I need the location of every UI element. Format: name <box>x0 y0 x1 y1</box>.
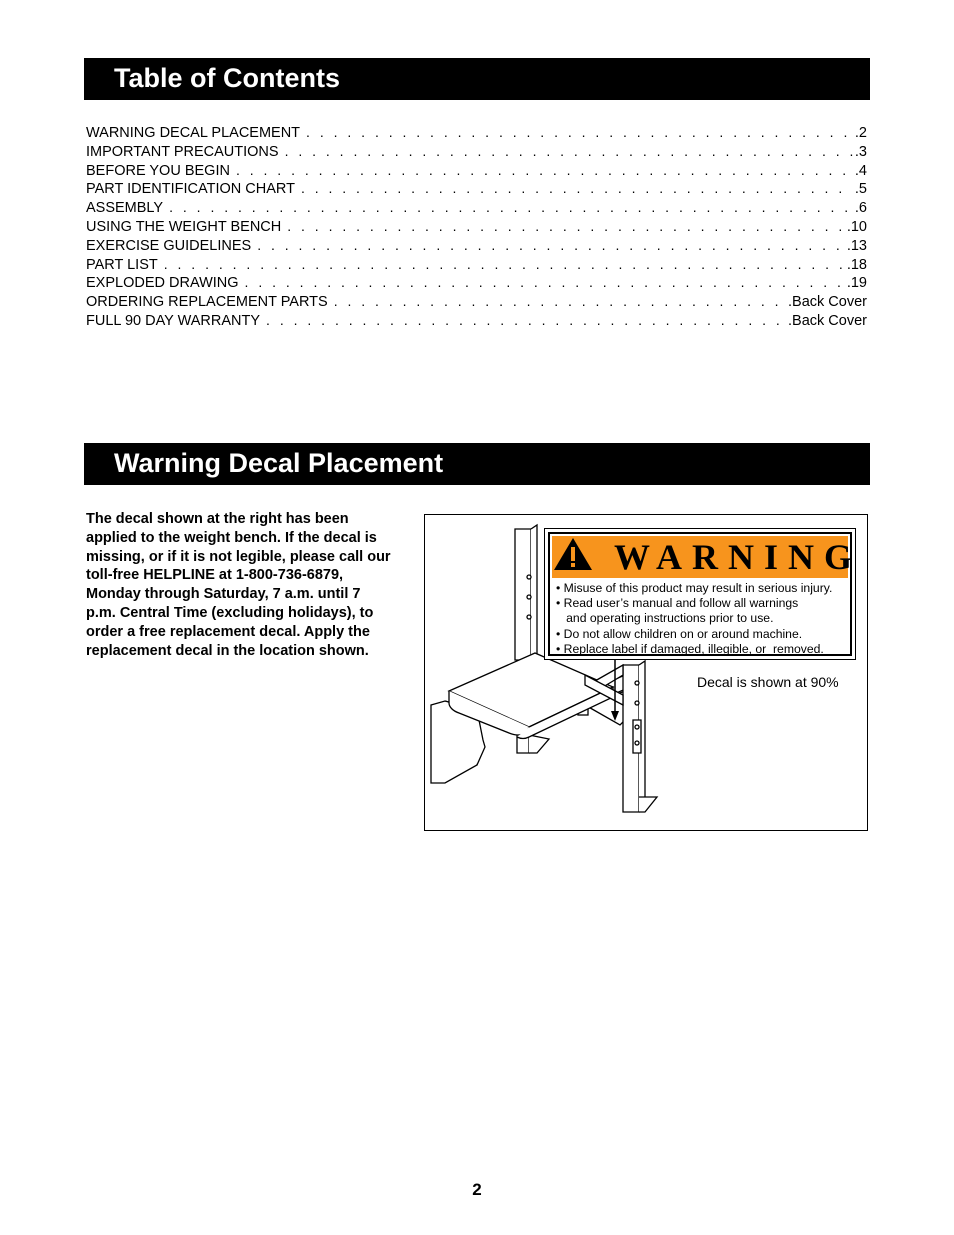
warning-section-heading: Warning Decal Placement <box>114 448 444 478</box>
toc-entry-page: .4 <box>854 162 867 179</box>
decal-location-figure <box>424 514 868 831</box>
warning-decal-border <box>548 532 863 656</box>
decal-instructions-text: The decal shown at the right has been applied to the weight bench. If the decal is missing, or if it is not legible, please call our toll-free HELPLINE at 1-800-736-6879, Monday through Saturday, 7 a.m. until 7 p.m. Central Time (excluding holidays), to order a free replacement decal. Apply the replacement decal in the location shown. <box>86 511 391 659</box>
toc-entry[interactable] <box>86 236 867 255</box>
toc-entry-title: ASSEMBLY <box>86 200 164 217</box>
toc-leader-dots <box>306 123 853 142</box>
toc-leader-dots <box>245 273 845 292</box>
toc-entry-page: .13 <box>846 237 867 254</box>
warning-decal-line: • Read user’s manual and follow all warnings <box>556 596 799 611</box>
toc-entry-page: .18 <box>846 256 867 273</box>
toc-leader-dots <box>301 179 853 198</box>
warning-decal-header <box>552 536 863 578</box>
toc-entry-page: .2 <box>854 125 867 141</box>
toc-entry-page: .3 <box>854 143 867 160</box>
toc-entry[interactable] <box>86 198 867 217</box>
toc-entry-title: USING THE WEIGHT BENCH <box>86 218 282 235</box>
toc-entry-title: BEFORE YOU BEGIN <box>86 162 230 179</box>
toc-entry-title: PART IDENTIFICATION CHART <box>86 181 295 198</box>
toc-entry-page: .19 <box>846 275 867 292</box>
toc-leader-dots <box>257 236 845 255</box>
toc-entry[interactable] <box>86 179 867 198</box>
toc-entry-title: WARNING DECAL PLACEMENT <box>86 125 301 141</box>
toc-entry-title: PART LIST <box>86 256 158 273</box>
toc-entry-title: EXPLODED DRAWING <box>86 275 239 292</box>
toc-entry-page: .10 <box>846 218 867 235</box>
toc-heading: Table of Contents <box>114 63 340 93</box>
warning-decal-line: and operating instructions prior to use. <box>556 611 774 626</box>
toc-entry[interactable] <box>86 311 867 330</box>
toc-entry-title: FULL 90 DAY WARRANTY <box>86 312 261 329</box>
warning-decal <box>544 528 863 660</box>
toc-entry-title: IMPORTANT PRECAUTIONS <box>86 143 279 160</box>
toc-entry-page: .Back Cover <box>788 312 867 329</box>
toc-entry[interactable] <box>86 142 867 161</box>
toc-header-bar <box>84 58 870 100</box>
toc-leader-dots <box>236 161 853 180</box>
toc-entry[interactable] <box>86 255 867 274</box>
warning-decal-line: • Replace label if damaged, illegible, or removed. <box>556 641 824 656</box>
toc-entry[interactable] <box>86 123 867 142</box>
decal-scale-caption: Decal is shown at 90% <box>697 674 839 690</box>
toc-leader-dots <box>164 255 845 274</box>
toc-entry-page: .Back Cover <box>788 294 867 311</box>
toc-leader-dots <box>287 217 845 236</box>
warning-triangle-icon <box>552 536 594 572</box>
warning-section-header-bar <box>84 443 870 485</box>
toc-entry-page: .5 <box>854 181 867 198</box>
toc-leader-dots <box>266 311 786 330</box>
toc-entry[interactable] <box>86 273 867 292</box>
toc-leader-dots <box>285 142 853 161</box>
toc-leader-dots <box>169 198 853 217</box>
toc-entry[interactable] <box>86 292 867 311</box>
toc-entry-title: ORDERING REPLACEMENT PARTS <box>86 294 328 311</box>
warning-decal-text <box>556 581 846 657</box>
warning-decal-line: • Misuse of this product may result in serious injury. <box>556 581 833 595</box>
toc-leader-dots <box>334 292 786 311</box>
toc-entry-title: EXERCISE GUIDELINES <box>86 237 252 254</box>
warning-decal-title: WARNING <box>614 537 863 577</box>
warning-decal-line: • Do not allow children on or around machine. <box>556 626 803 641</box>
toc-list <box>86 123 867 330</box>
toc-entry[interactable] <box>86 161 867 180</box>
toc-entry-page: .6 <box>854 200 867 217</box>
toc-entry[interactable] <box>86 217 867 236</box>
page-number: 2 <box>472 1180 482 1199</box>
